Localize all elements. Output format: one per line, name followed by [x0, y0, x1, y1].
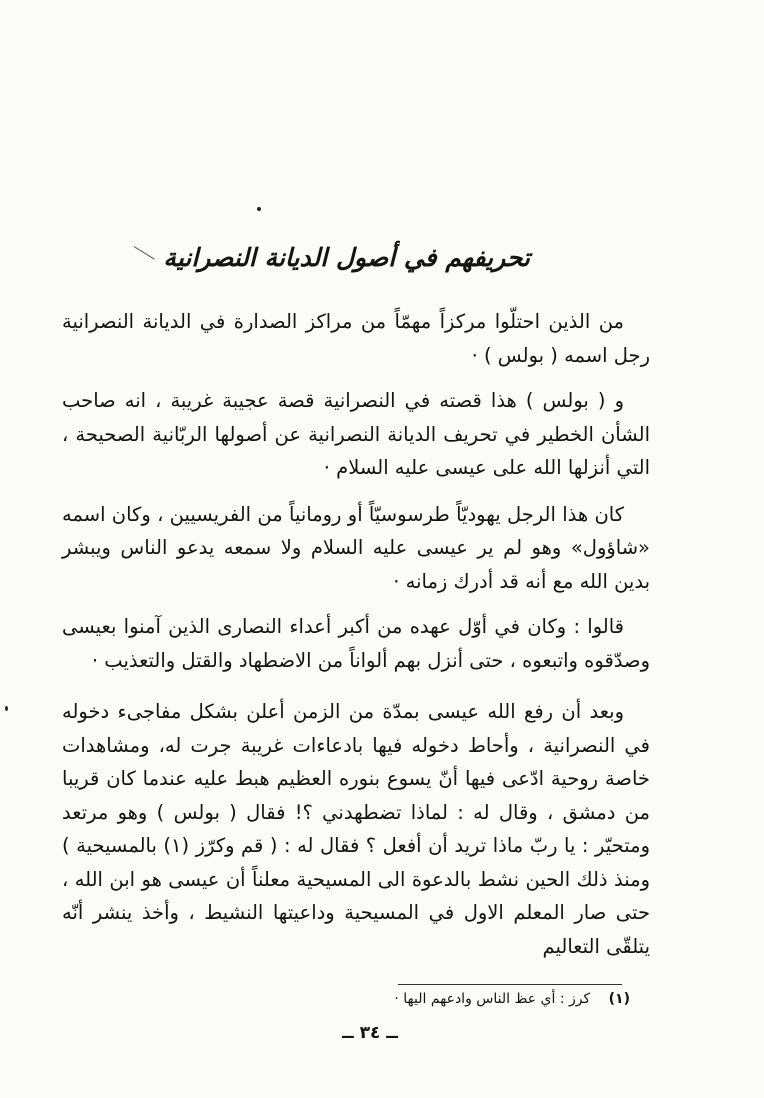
- footnote-text: كرز : أي عظ الناس وادعهم اليها ·: [394, 991, 591, 1007]
- page-number: ــ ٣٤ ــ: [342, 1023, 398, 1043]
- paragraph: وبعد أن رفع الله عيسى بمدّة من الزمن أعلن بشكل مفاجىء دخوله في النصرانية ، وأحاط دخوله فيها بادعاءات غريبة جرت له، ومشاهدات خاصة روحية ادّعى فيها أنّ يسوع بنوره العظيم هبط عليه عندما كان قريبا من دمشق ، وقال له : لماذا تضطهدني ؟! فقال ( بولس ) وهو مرتعد ومتحيّر : يا ربّ ماذا تريد أن أفعل ؟ فقال له : ( قم وكرّز (١) بالمسيحية ) ومنذ ذلك الحين نشط بالدعوة الى المسيحية معلناً أن عيسى هو ابن الله ، حتى صار المعلم الاول في المسيحية وداعيتها النشيط ، وأخذ ينشر أنّه يتلقّى التعاليم: [62, 700, 650, 958]
- footnote-number: (١): [608, 991, 630, 1007]
- body-text: [62, 305, 650, 963]
- paragraph: كان هذا الرجل يهوديّاً طرسوسيّاً أو رومانياً من الفريسيين ، وكان اسمه «شاؤول» وهو لم ير عيسى عليه السلام ولا سمعه يدعو الناس ويبشر بدين الله مع أنه قد أدرك زمانه ·: [62, 502, 650, 593]
- paragraph: قالوا : وكان في أوّل عهده من أكبر أعداء النصارى الذين آمنوا بعيسى وصدّقوه واتبعوه ، حتى أنزل بهم ألواناً من الاضطهاد والقتل والتعذيب ·: [62, 615, 650, 672]
- footnote: [300, 988, 630, 1010]
- stray-pen-mark: [134, 246, 155, 260]
- ink-speck: [257, 207, 261, 211]
- paragraph: و ( بولس ) هذا قصته في النصرانية قصة عجيبة غريبة ، انه صاحب الشأن الخطير في تحريف الديانة النصرانية عن أصولها الربّانية الصحيحة ، التي أنزلها الله على عيسى عليه السلام ·: [62, 389, 650, 479]
- paragraph: من الذين احتلّوا مركزاً مهمّاً من مراكز الصدارة في الديانة النصرانية رجل اسمه ( بولس ) ·: [62, 310, 650, 367]
- footnote-divider: [398, 984, 622, 985]
- ink-speck: [5, 706, 8, 711]
- chapter-title: تحريفهم في أصول الديانة النصرانية: [163, 243, 530, 272]
